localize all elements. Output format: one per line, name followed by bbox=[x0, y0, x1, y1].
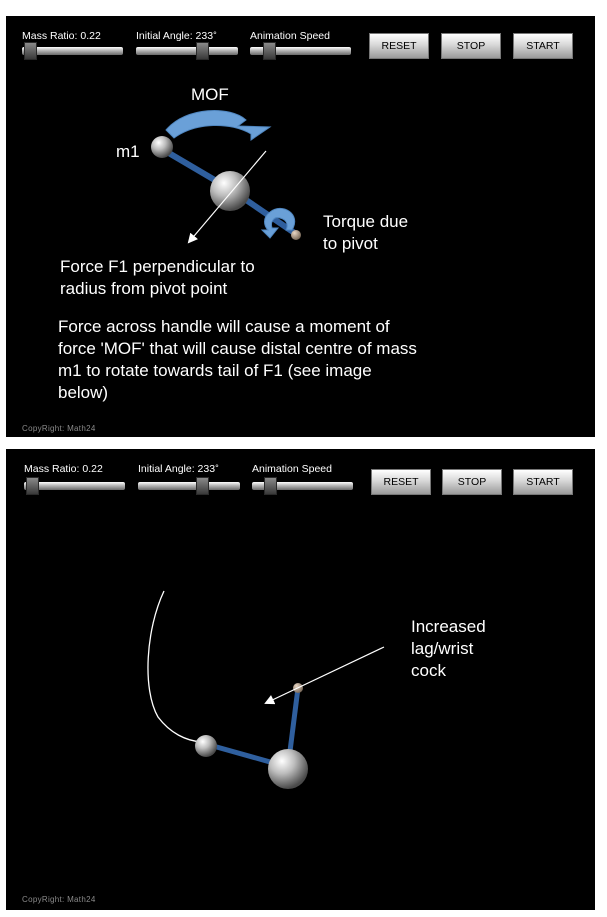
mof-label: MOF bbox=[191, 85, 229, 104]
simulation-scene-bottom bbox=[6, 449, 595, 910]
mass-ratio-value: 0.22 bbox=[82, 463, 103, 475]
simulation-panel-top bbox=[6, 16, 595, 437]
stop-button[interactable]: STOP bbox=[441, 33, 501, 59]
copyright-text: CopyRight: Math24 bbox=[22, 424, 96, 433]
initial-angle-value: 233 bbox=[195, 30, 214, 42]
animation-speed-label: Animation Speed bbox=[250, 30, 330, 42]
trajectory-trace bbox=[148, 591, 202, 742]
force-f1-arrow bbox=[189, 151, 266, 242]
stop-button[interactable]: STOP bbox=[442, 469, 502, 495]
simulation-panel-bottom bbox=[6, 449, 595, 910]
mass-ratio-label: Mass Ratio: 0.22 bbox=[22, 30, 101, 42]
mass-m2-sphere bbox=[268, 749, 308, 789]
initial-angle-value: 233 bbox=[197, 463, 216, 475]
m1-label: m1 bbox=[116, 142, 140, 161]
start-button[interactable]: START bbox=[513, 33, 573, 59]
start-button[interactable]: START bbox=[513, 469, 573, 495]
force-f1-annotation: Force F1 perpendicular to radius from pivot point bbox=[60, 257, 255, 298]
pivot-point bbox=[291, 230, 301, 240]
mof-curved-arrow-icon bbox=[166, 111, 270, 140]
explanation-text: Force across handle will cause a moment of force 'MOF' that will cause distal centre of mass m1 to rotate towards tail of F1 (see image below) bbox=[58, 317, 417, 402]
mass-ratio-label: Mass Ratio: 0.22 bbox=[24, 463, 103, 475]
animation-speed-label: Animation Speed bbox=[252, 463, 332, 475]
copyright-text: CopyRight: Math24 bbox=[22, 895, 96, 904]
mass-ratio-value: 0.22 bbox=[80, 30, 101, 42]
reset-button[interactable]: RESET bbox=[369, 33, 429, 59]
lag-arrow bbox=[266, 647, 384, 703]
mass-m1-sphere bbox=[151, 136, 173, 158]
reset-button[interactable]: RESET bbox=[371, 469, 431, 495]
initial-angle-label: Initial Angle: 233° bbox=[138, 463, 219, 475]
initial-angle-label: Initial Angle: 233° bbox=[136, 30, 217, 42]
lag-annotation: Increased lag/wrist cock bbox=[411, 617, 486, 680]
torque-annotation: Torque due to pivot bbox=[323, 212, 409, 253]
mass-m1-sphere bbox=[195, 735, 217, 757]
